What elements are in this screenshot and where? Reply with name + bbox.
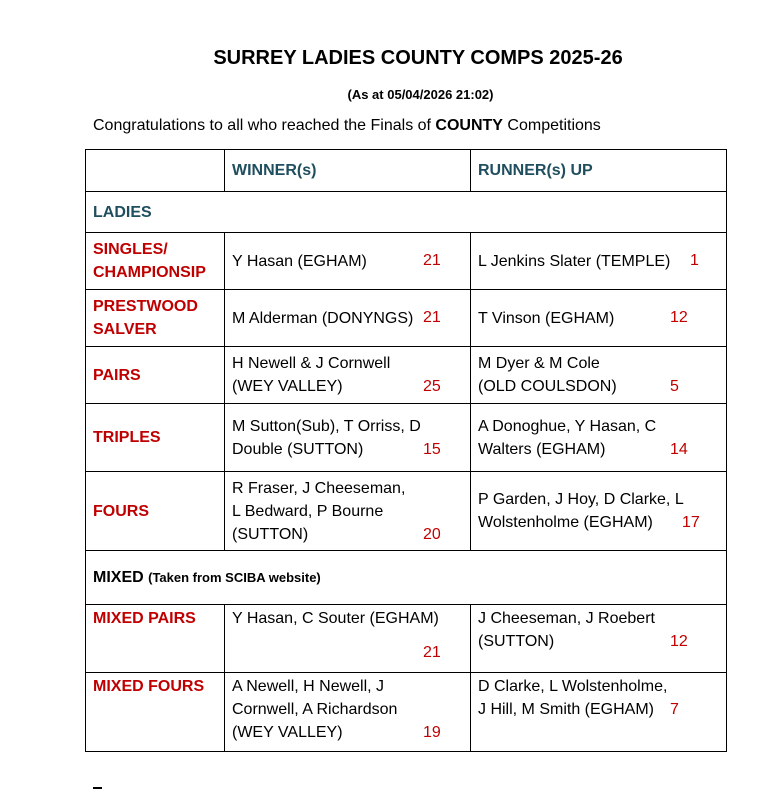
winner-cell <box>225 472 471 551</box>
intro-text <box>93 117 601 135</box>
table-row <box>86 472 727 551</box>
runner-up-score: 12 <box>670 309 688 326</box>
runner-up-cell <box>471 233 727 290</box>
runner-up-names: T Vinson (EGHAM) <box>478 309 615 327</box>
section-mixed-note: (Taken from SCIBA website) <box>148 570 321 585</box>
winner-names-line: M Sutton(Sub), T Orriss, D <box>232 417 421 435</box>
runner-up-names-line: (OLD COULSDON) <box>478 378 617 395</box>
section-row-mixed <box>86 551 727 605</box>
winner-names-line: Double (SUTTON) <box>232 440 364 458</box>
table-row <box>86 290 727 347</box>
runner-up-names-line: M Dyer & M Cole <box>478 355 600 372</box>
winner-score: 19 <box>423 724 441 741</box>
competition-line: SALVER <box>93 321 157 338</box>
winner-cell <box>225 673 471 752</box>
runner-up-names-line: Wolstenholme (EGHAM) <box>478 514 653 531</box>
competition-name <box>86 233 225 290</box>
runner-up-names-line: (SUTTON) <box>478 633 555 650</box>
winner-names-line: (SUTTON) <box>232 525 309 543</box>
runner-up-names-line: J Cheeseman, J Roebert <box>478 610 655 627</box>
table-row <box>86 673 727 752</box>
table-row <box>86 404 727 472</box>
winner-score: 20 <box>423 526 441 543</box>
page-title: SURREY LADIES COUNTY COMPS 2025-26 <box>213 47 623 69</box>
as-at-timestamp: (As at 05/04/2026 21:02) <box>347 87 494 102</box>
section-ladies: LADIES <box>86 192 727 233</box>
runner-up-cell <box>471 404 727 472</box>
winner-cell <box>225 347 471 404</box>
runner-up-score: 14 <box>670 441 688 458</box>
runner-up-score: 17 <box>682 514 700 531</box>
section-row-ladies <box>86 192 727 233</box>
winner-names-line: A Newell, H Newell, J <box>232 678 385 695</box>
runner-up-names-line: A Donoghue, Y Hasan, C <box>478 417 657 435</box>
runner-up-score: 7 <box>670 701 679 718</box>
runner-up-names-line: Walters (EGHAM) <box>478 440 606 458</box>
winner-cell <box>225 404 471 472</box>
competition-line: PAIRS <box>93 366 141 384</box>
runner-up-score: 1 <box>690 252 699 269</box>
competition-line: CHAMPIONSIP <box>93 264 206 281</box>
table-header-row <box>86 150 727 192</box>
text-cursor-underscore <box>93 787 102 789</box>
competition-line: PRESTWOOD <box>93 298 198 315</box>
section-mixed-label: MIXED <box>93 569 144 586</box>
runner-up-names-line: D Clarke, L Wolstenholme, <box>478 678 668 695</box>
competition-line: MIXED PAIRS <box>93 610 196 627</box>
results-table <box>85 149 727 752</box>
winner-names: Y Hasan (EGHAM) <box>232 252 367 270</box>
runner-up-cell <box>471 605 727 673</box>
competition-line: SINGLES/ <box>93 241 168 258</box>
header-winners: WINNER(s) <box>225 150 471 192</box>
competition-name <box>86 673 225 752</box>
winner-cell <box>225 290 471 347</box>
competition-name <box>86 347 225 404</box>
winner-score: 21 <box>423 309 441 326</box>
runner-up-cell <box>471 673 727 752</box>
runner-up-cell <box>471 290 727 347</box>
winner-names-line: H Newell & J Cornwell <box>232 355 391 372</box>
runner-up-score: 5 <box>670 378 679 395</box>
winner-score: 21 <box>423 252 441 269</box>
winner-names-line: R Fraser, J Cheeseman, <box>232 479 406 497</box>
winner-names-line: (WEY VALLEY) <box>232 378 343 395</box>
table-row <box>86 347 727 404</box>
header-empty-cell <box>86 150 225 192</box>
runner-up-score: 12 <box>670 633 688 650</box>
competition-name <box>86 404 225 472</box>
runner-up-names: L Jenkins Slater (TEMPLE) <box>478 252 671 270</box>
competition-name <box>86 472 225 551</box>
competition-name <box>86 290 225 347</box>
winner-score: 21 <box>423 644 441 661</box>
winner-score: 15 <box>423 441 441 458</box>
competition-name <box>86 605 225 673</box>
winner-names-line: (WEY VALLEY) <box>232 724 343 741</box>
winner-cell <box>225 605 471 673</box>
runner-up-cell <box>471 472 727 551</box>
runner-up-names-line: P Garden, J Hoy, D Clarke, L <box>478 491 684 508</box>
intro-suffix: Competitions <box>502 117 601 134</box>
competition-line: FOURS <box>93 502 149 520</box>
table-row <box>86 605 727 673</box>
runner-up-cell <box>471 347 727 404</box>
winner-score: 25 <box>423 378 441 395</box>
winner-names-line: Cornwell, A Richardson <box>232 701 398 718</box>
header-runners-up: RUNNER(s) UP <box>471 150 727 192</box>
section-mixed <box>86 551 727 605</box>
winner-names-line: L Bedward, P Bourne <box>232 502 384 520</box>
winner-names: M Alderman (DONYNGS) <box>232 309 414 327</box>
winner-cell <box>225 233 471 290</box>
runner-up-names-line: J Hill, M Smith (EGHAM) <box>478 701 654 718</box>
intro-prefix: Congratulations to all who reached the Finals of <box>93 117 436 134</box>
intro-bold-word: COUNTY <box>435 117 503 134</box>
winner-names-line: Y Hasan, C Souter (EGHAM) <box>232 610 439 627</box>
competition-line: MIXED FOURS <box>93 678 205 695</box>
table-row <box>86 233 727 290</box>
competition-line: TRIPLES <box>93 429 161 446</box>
